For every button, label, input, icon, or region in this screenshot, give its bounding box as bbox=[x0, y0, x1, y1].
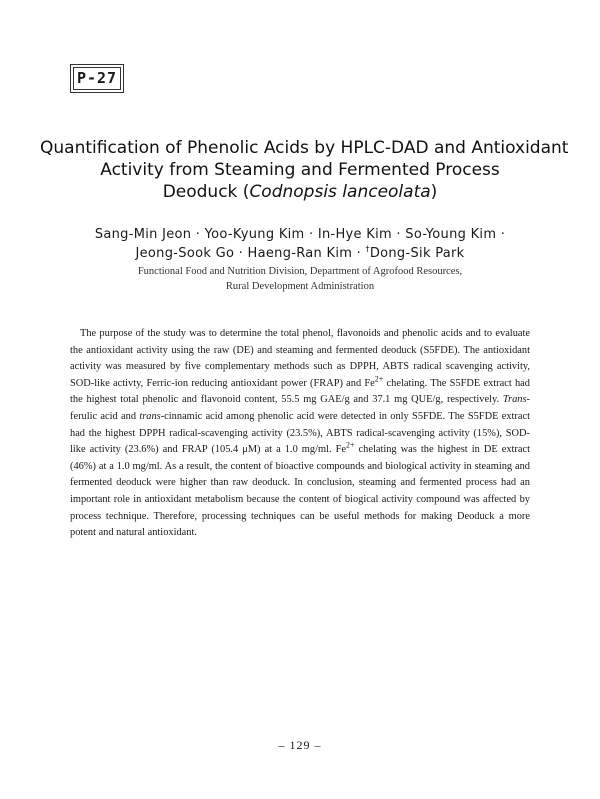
abstract-text-3: -ferulic acid and bbox=[70, 394, 530, 422]
abstract-text-4: -cinnamic acid among phenolic acid were detected in only S5FDE. The S5FDE extract had the highest DPPH radical-scavenging activity (23.5%), ABTS radical-scavenging activity (15%), SOD-like activity (23.6%) and FRAP (105.4 μM) at a 1.0 mg/ml. Fe bbox=[70, 410, 530, 456]
affiliation bbox=[40, 264, 560, 294]
italic-trans-1: Trans bbox=[502, 394, 527, 406]
title-line-3 bbox=[40, 181, 560, 203]
abstract-paragraph bbox=[70, 326, 530, 542]
italic-trans-2: trans bbox=[139, 410, 161, 422]
superscript-charge-2: 2+ bbox=[345, 440, 355, 450]
page-number: – 129 – bbox=[278, 738, 322, 752]
title-line-2: Activity from Steaming and Fermented Process bbox=[100, 160, 500, 180]
authors-line-1: Sang-Min Jeon · Yoo-Kyung Kim · In-Hye Kim · So-Young Kim · bbox=[94, 227, 506, 242]
title-line-3-prefix: Deoduck ( bbox=[162, 182, 250, 202]
superscript-charge-1: 2+ bbox=[374, 374, 384, 384]
authors-line-2 bbox=[40, 244, 560, 263]
abstract-text-2: chelating. The S5FDE extract had the highest total phenolic and flavonoid content, 55.5 mg GAE/g and 37.1 mg QUE/g, respectively. bbox=[70, 377, 530, 406]
author-list bbox=[40, 225, 560, 263]
abstract-text-1: The purpose of the study was to determine the total phenol, flavonoids and phenolic acids and to evaluate the antioxidant activity using the raw (DE) and steaming and fermented deoduck (S5FDE). The antioxidant activity was measured by five complementary methods such as DPPH, ABTS radical scavenging activity, SOD-like activty, Ferric-ion reducing antioxidant power (FRAP) and Fe bbox=[70, 328, 530, 389]
presentation-code-box bbox=[70, 64, 124, 93]
title-line-3-suffix: ) bbox=[430, 182, 438, 202]
paper-title bbox=[40, 137, 569, 203]
title-line-1: Quantification of Phenolic Acids by HPLC-DAD and Antioxidant bbox=[40, 138, 569, 158]
corresponding-author: Dong-Sik Park bbox=[369, 246, 465, 261]
species-name: Codnopsis lanceolata bbox=[249, 182, 431, 202]
corresponding-author-mark: † bbox=[365, 244, 370, 254]
affiliation-line-2: Rural Development Administration bbox=[225, 281, 375, 292]
affiliation-line-1: Functional Food and Nutrition Division, Department of Agrofood Resources, bbox=[137, 266, 463, 277]
authors-line-2-prefix: Jeong-Sook Go · Haeng-Ran Kim · bbox=[135, 246, 366, 261]
abstract-text-5: chelating was the highest in DE extract (46%) at a 1.0 mg/ml. As a result, the content of bioactive compounds and biological activity in steaming and fermented deoduck were higher than raw deoduck. In conclusion, steaming and fermented process had an important role in antioxidant metabolism because the content of biogical activity compound was affected by process technique. Therefore, processing techniques can be useful methods for making Deoduck a more potent and natural antioxidant. bbox=[70, 444, 530, 539]
presentation-code: P-27 bbox=[76, 69, 118, 87]
